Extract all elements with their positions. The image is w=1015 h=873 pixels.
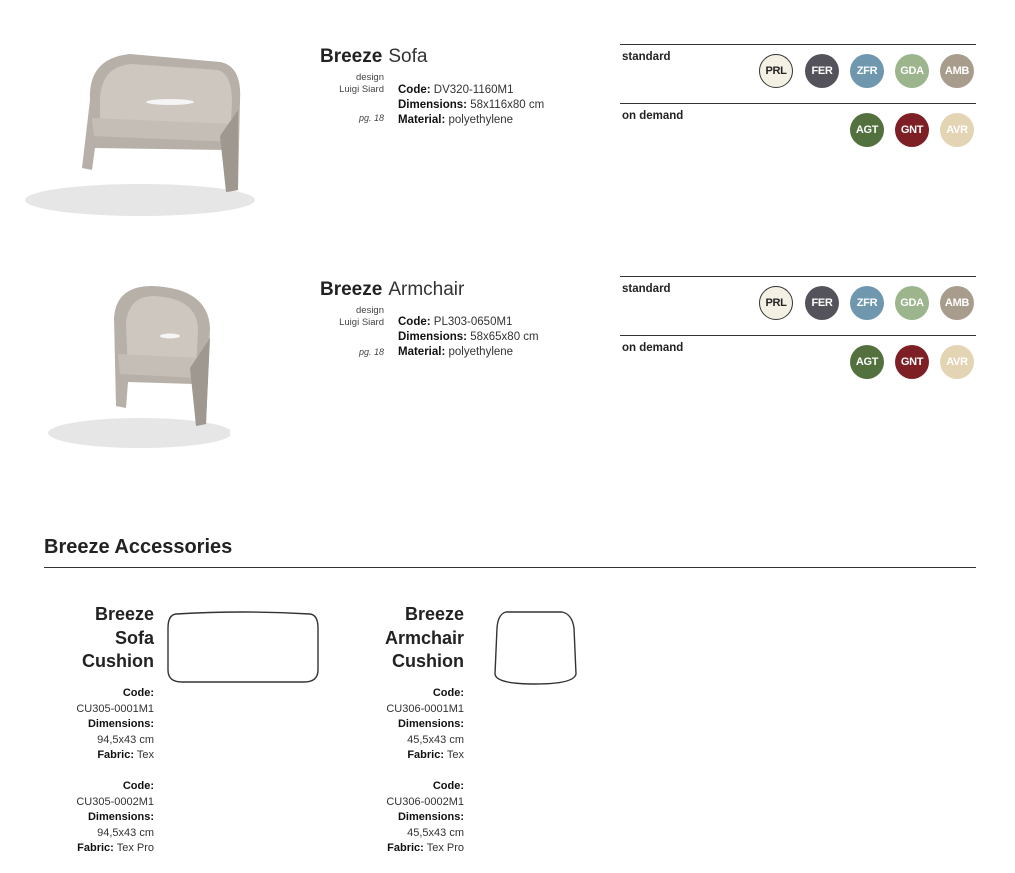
standard-label: standard <box>622 283 671 295</box>
accessory-variant: Code: CU306-0001M1 Dimensions: 45,5x43 cm Fabric: Tex <box>386 687 464 761</box>
designer-name: Luigi Siard <box>339 317 384 328</box>
swatch-amb[interactable]: AMB <box>940 286 974 320</box>
armchair-image <box>30 278 230 458</box>
swatch-zfr[interactable]: ZFR <box>850 286 884 320</box>
page-ref: pg. 18 <box>358 347 384 357</box>
designer-credit <box>314 305 384 329</box>
swatch-amb[interactable]: AMB <box>940 54 974 88</box>
page-ref: pg. 18 <box>358 113 384 123</box>
design-label: design <box>356 72 384 83</box>
dimensions-label: Dimensions: <box>398 99 468 111</box>
swatch-gnt[interactable]: GNT <box>895 345 929 379</box>
product-title-armchair <box>320 279 464 301</box>
swatch-zfr[interactable]: ZFR <box>850 54 884 88</box>
on-demand-rule <box>620 335 976 336</box>
sofa-cushion-outline <box>164 608 322 688</box>
code-value: DV320-1160M1 <box>433 84 514 96</box>
on-demand-label: on demand <box>622 110 684 122</box>
standard-rule <box>620 276 976 277</box>
dimensions-label: Dimensions: <box>398 331 468 343</box>
accessory-title-sofa-cushion: Breeze Sofa Cushion <box>82 604 154 671</box>
product-brand: Breeze <box>320 279 383 300</box>
product-brand: Breeze <box>320 46 383 67</box>
swatch-gnt[interactable]: GNT <box>895 113 929 147</box>
dimensions-value: 58x65x80 cm <box>470 331 539 343</box>
swatch-gda[interactable]: GDA <box>895 54 929 88</box>
product-type: Armchair <box>388 279 465 300</box>
swatch-avr[interactable]: AVR <box>940 113 974 147</box>
material-label: Material: <box>398 346 446 358</box>
material-value: polyethylene <box>448 114 514 126</box>
swatch-fer[interactable]: FER <box>805 54 839 88</box>
on-demand-rule <box>620 103 976 104</box>
designer-name: Luigi Siard <box>339 84 384 95</box>
accessory-variant: Code: CU306-0002M1 Dimensions: 45,5x43 cm Fabric: Tex Pro <box>386 780 464 854</box>
standard-rule <box>620 44 976 45</box>
sofa-image <box>20 40 270 220</box>
swatch-agt[interactable]: AGT <box>850 345 884 379</box>
material-value: polyethylene <box>448 346 514 358</box>
product-specs <box>398 83 544 128</box>
swatch-prl[interactable]: PRL <box>759 54 793 88</box>
swatch-gda[interactable]: GDA <box>895 286 929 320</box>
product-type: Sofa <box>388 46 428 67</box>
accessory-title-armchair-cushion: Breeze Armchair Cushion <box>384 604 464 671</box>
code-label: Code: <box>398 316 431 328</box>
accessory-variant: Code: CU305-0001M1 Dimensions: 94,5x43 cm Fabric: Tex <box>76 687 154 761</box>
swatch-fer[interactable]: FER <box>805 286 839 320</box>
on-demand-label: on demand <box>622 342 684 354</box>
code-value: PL303-0650M1 <box>433 316 513 328</box>
swatch-avr[interactable]: AVR <box>940 345 974 379</box>
product-title-sofa <box>320 46 427 68</box>
standard-label: standard <box>622 51 671 63</box>
designer-credit <box>314 72 384 96</box>
dimensions-value: 58x116x80 cm <box>470 99 545 111</box>
section-title: Breeze Accessories <box>44 536 233 558</box>
swatch-agt[interactable]: AGT <box>850 113 884 147</box>
material-label: Material: <box>398 114 446 126</box>
section-rule <box>44 567 976 568</box>
armchair-cushion-outline <box>492 608 578 688</box>
code-label: Code: <box>398 84 431 96</box>
swatch-prl[interactable]: PRL <box>759 286 793 320</box>
accessory-variant: Code: CU305-0002M1 Dimensions: 94,5x43 cm Fabric: Tex Pro <box>76 780 154 854</box>
product-specs <box>398 315 539 360</box>
design-label: design <box>356 305 384 316</box>
